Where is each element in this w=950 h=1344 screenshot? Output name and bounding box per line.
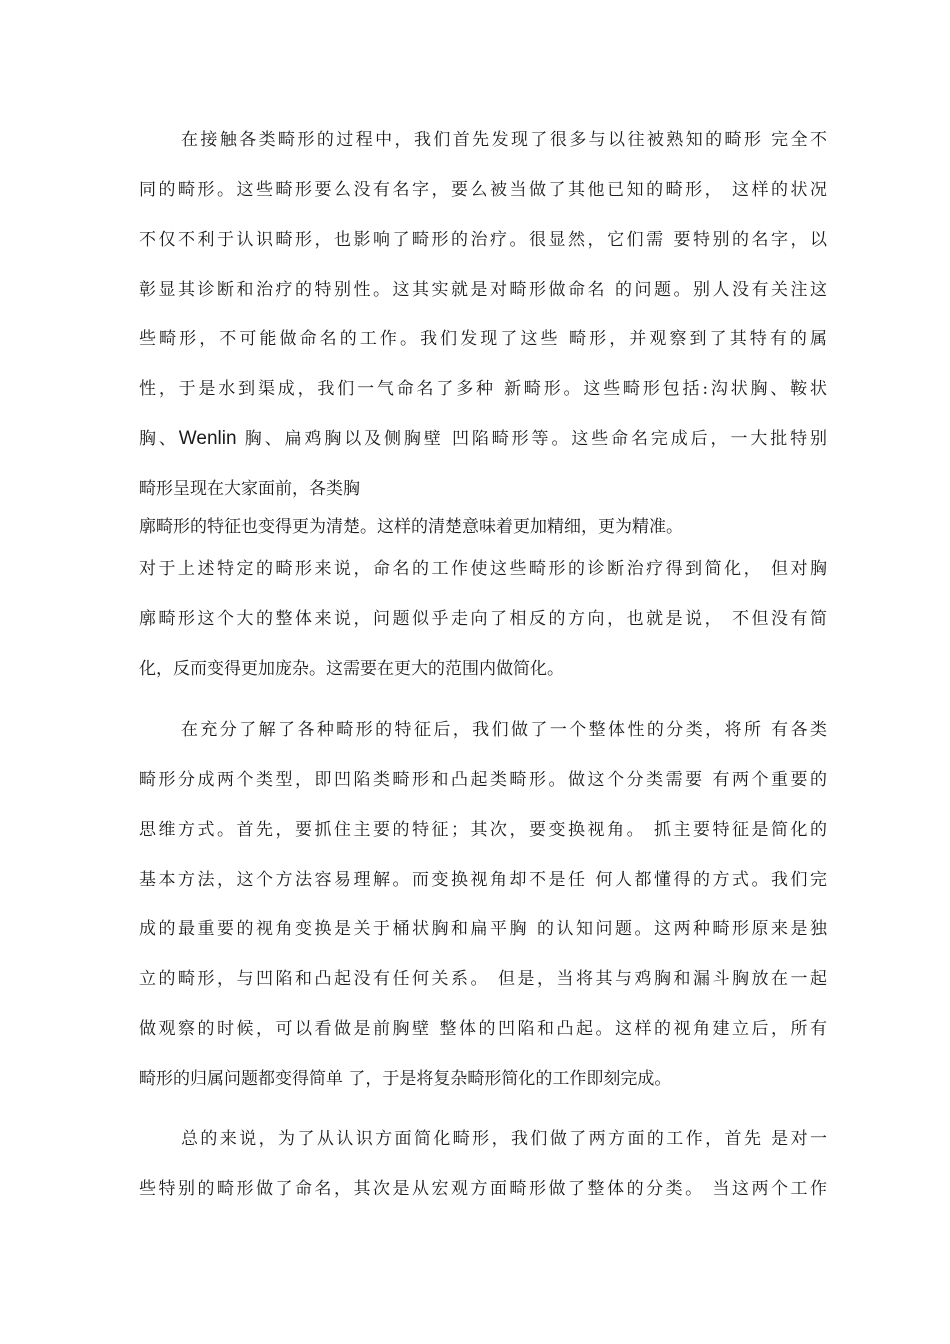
text-line: 些特别的畸形做了命名，其次是从宏观方面畸形做了整体的分类。 当这两个工作	[139, 1179, 827, 1199]
text-line: 成的最重要的视角变换是关于桶状胸和扁平胸 的认知问题。这两种畸形原来是独	[139, 919, 827, 939]
text-line: 胸、Wenlin 胸、扁鸡胸以及侧胸壁 凹陷畸形等。这些命名完成后，一大批特别	[139, 428, 827, 449]
text-line: 廓畸形的特征也变得更为清楚。这样的清楚意味着更加精细，更为精准。	[139, 517, 683, 537]
text-line: 对于上述特定的畸形来说，命名的工作使这些畸形的诊断治疗得到简化， 但对胸	[139, 559, 827, 579]
text-line: 畸形呈现在大家面前，各类胸	[139, 479, 360, 499]
text-line: 做观察的时候，可以看做是前胸壁 整体的凹陷和凸起。这样的视角建立后，所有	[139, 1019, 827, 1039]
text-line: 些畸形，不可能做命名的工作。我们发现了这些 畸形，并观察到了其特有的属	[139, 329, 827, 349]
text-line: 基本方法，这个方法容易理解。而变换视角却不是任 何人都懂得的方式。我们完	[139, 870, 827, 890]
text-line: 不仅不利于认识畸形，也影响了畸形的治疗。很显然，它们需 要特别的名字，以	[139, 230, 827, 250]
text-line: 总的来说，为了从认识方面简化畸形，我们做了两方面的工作，首先 是对一	[181, 1129, 827, 1149]
latin-word: Wenlin	[178, 428, 237, 449]
text-line: 在充分了解了各种畸形的特征后，我们做了一个整体性的分类，将所 有各类	[181, 720, 827, 740]
text-line: 畸形分成两个类型，即凹陷类畸形和凸起类畸形。做这个分类需要 有两个重要的	[139, 770, 827, 790]
text-line: 立的畸形，与凹陷和凸起没有任何关系。 但是，当将其与鸡胸和漏斗胸放在一起	[139, 969, 827, 989]
text-line: 彰显其诊断和治疗的特别性。这其实就是对畸形做命名 的问题。别人没有关注这	[139, 280, 827, 300]
text-line: 思维方式。首先，要抓住主要的特征；其次，要变换视角。 抓主要特征是简化的	[139, 820, 827, 840]
text-line: 化，反而变得更加庞杂。这需要在更大的范围内做简化。	[139, 659, 564, 679]
text-line: 性，于是水到渠成，我们一气命名了多种 新畸形。这些畸形包括:沟状胸、鞍状	[139, 379, 827, 399]
text-line: 畸形的归属问题都变得简单 了，于是将复杂畸形简化的工作即刻完成。	[139, 1069, 672, 1089]
text-line: 廓畸形这个大的整体来说，问题似乎走向了相反的方向，也就是说， 不但没有简	[139, 609, 827, 629]
text-line: 在接触各类畸形的过程中，我们首先发现了很多与以往被熟知的畸形 完全不	[181, 130, 827, 150]
text-line: 同的畸形。这些畸形要么没有名字，要么被当做了其他已知的畸形， 这样的状况	[139, 180, 827, 200]
